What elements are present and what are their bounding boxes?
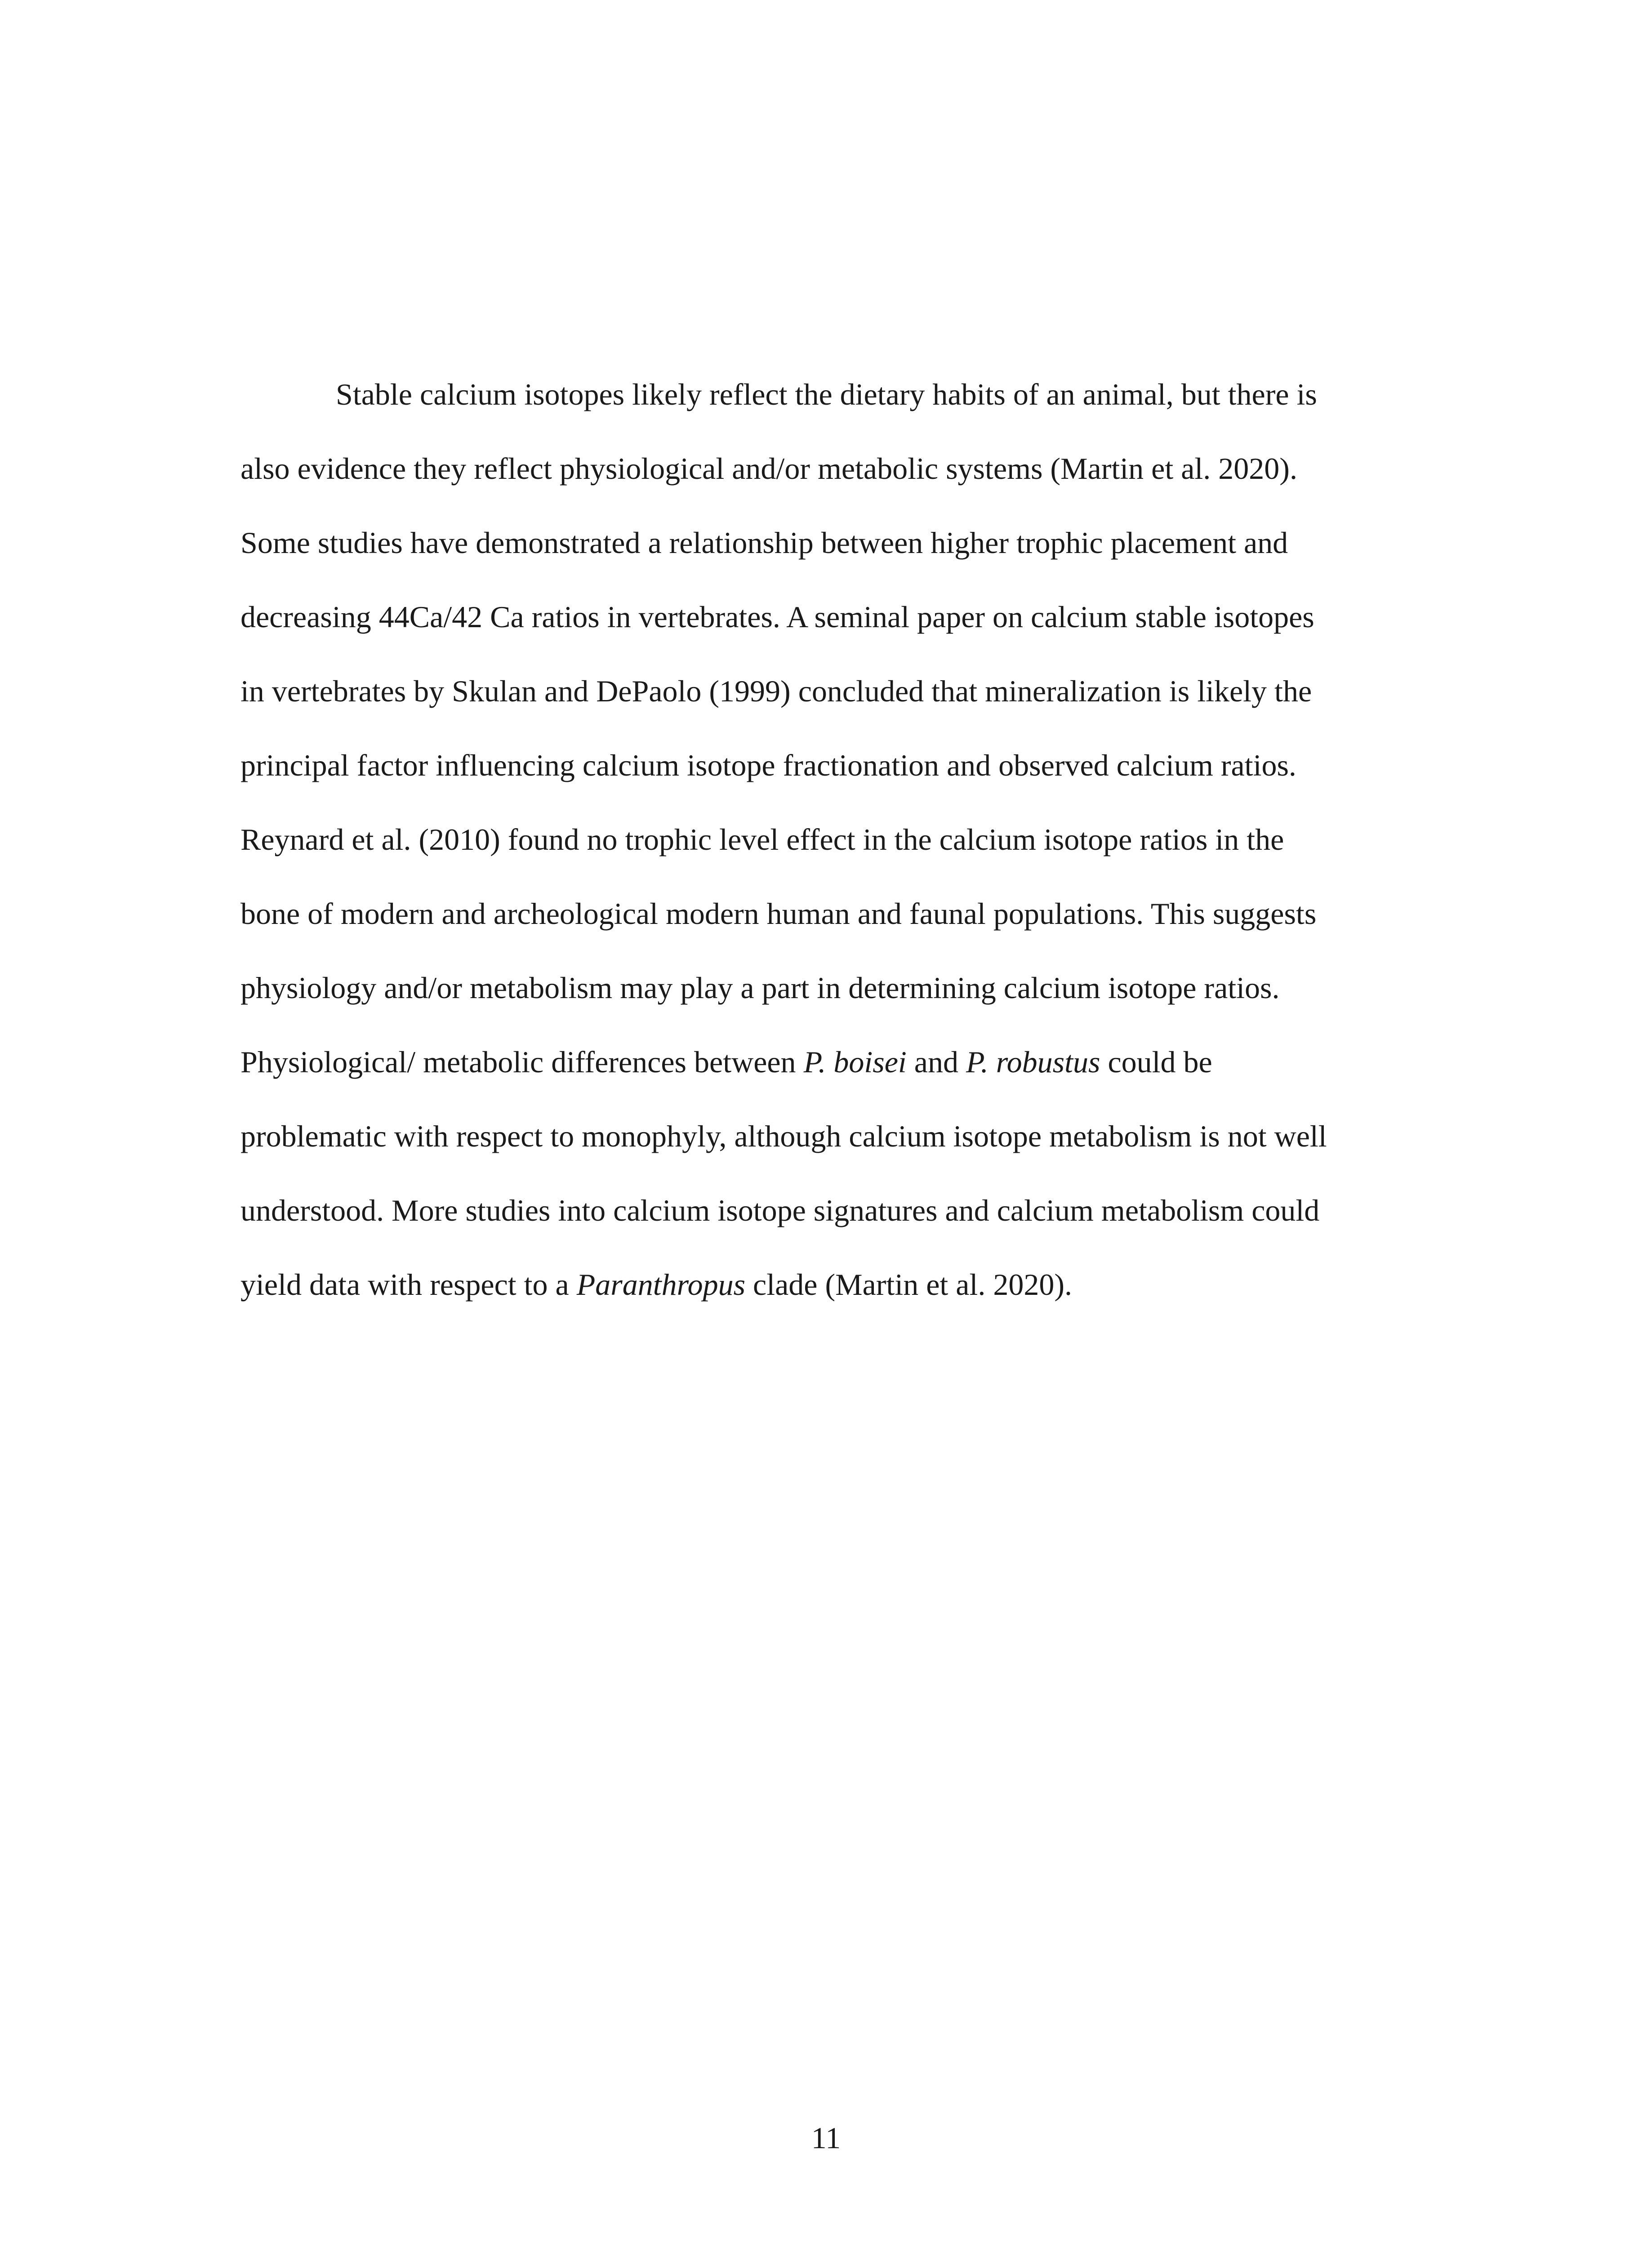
text-line: bone of modern and archeological modern human and faunal populations. This suggests [240,897,1317,931]
text-line: also evidence they reflect physiological and/or metabolic systems (Martin et al. 2020). [240,451,1297,486]
text-line: Reynard et al. (2010) found no trophic level effect in the calcium isotope ratios in the [240,822,1284,856]
text-line: understood. More studies into calcium isotope signatures and calcium metabolism could [240,1193,1320,1227]
text-line: Stable calcium isotopes likely reflect the dietary habits of an animal, but there is [336,377,1317,411]
text-line [240,1248,1391,1322]
text-segment: could be [1100,1045,1212,1079]
genus-name-italic: Paranthropus [576,1267,746,1302]
text-line: physiology and/or metabolism may play a part in determining calcium isotope ratios. [240,971,1280,1005]
text-line: Some studies have demonstrated a relationship between higher trophic placement and [240,526,1288,560]
text-line: principal factor influencing calcium isotope fractionation and observed calcium ratios. [240,748,1296,782]
text-line: decreasing 44Ca/42 Ca ratios in vertebrates. A seminal paper on calcium stable isotopes [240,600,1314,634]
species-name-italic: P. boisei [803,1045,907,1079]
body-paragraph [240,357,1391,1322]
text-line [240,1025,1391,1099]
text-segment: yield data with respect to a [240,1267,577,1302]
page-number: 11 [811,2121,841,2155]
text-segment: and [906,1045,966,1079]
text-segment: clade (Martin et al. 2020). [745,1267,1072,1302]
text-segment: Physiological/ metabolic differences between [240,1045,804,1079]
text-line: in vertebrates by Skulan and DePaolo (1999) concluded that mineralization is likely the [240,674,1312,708]
text-line: problematic with respect to monophyly, although calcium isotope metabolism is not well [240,1119,1327,1153]
species-name-italic: P. robustus [966,1045,1100,1079]
